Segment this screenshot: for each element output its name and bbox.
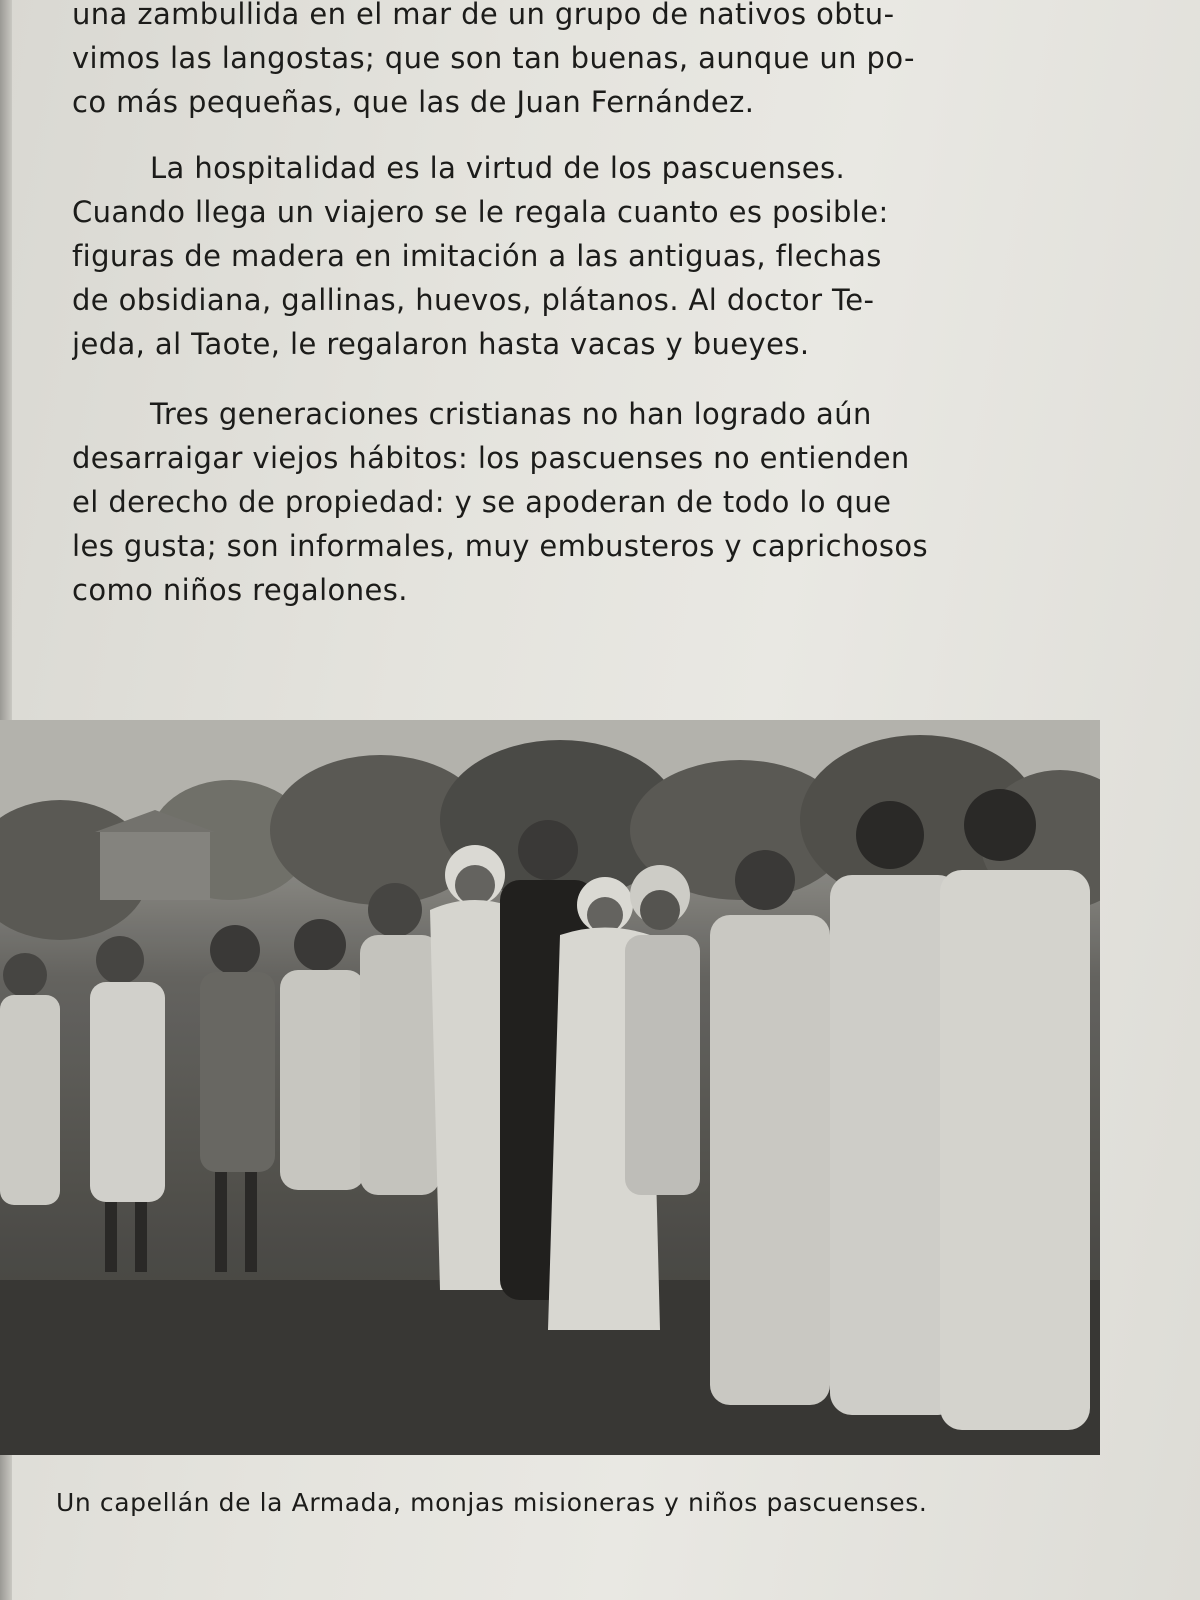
text-line: La hospitalidad es la virtud de los pascuenses. — [150, 151, 846, 185]
text-line: co más pequeñas, que las de Juan Fernández. — [72, 85, 755, 119]
text-line: les gusta; son informales, muy embusteros y caprichosos — [72, 529, 929, 563]
text-line: el derecho de propiedad: y se apoderan de todo lo que — [72, 485, 892, 519]
group-photograph — [0, 720, 1100, 1455]
paragraph-3 — [72, 392, 982, 612]
paragraph-2 — [72, 146, 982, 366]
text-line: jeda, al Taote, le regalaron hasta vacas y bueyes. — [72, 327, 810, 361]
photo-caption: Un capellán de la Armada, monjas misioneras y niños pascuenses. — [56, 1488, 928, 1517]
text-line: una zambullida en el mar de un grupo de nativos obtu- — [72, 0, 895, 31]
text-line: figuras de madera en imitación a las antiguas, flechas — [72, 239, 882, 273]
text-line: como niños regalones. — [72, 573, 408, 607]
text-line: desarraigar viejos hábitos: los pascuenses no entienden — [72, 441, 910, 475]
paragraph-1 — [72, 0, 982, 124]
text-line: Tres generaciones cristianas no han logrado aún — [150, 397, 872, 431]
text-line: Cuando llega un viajero se le regala cuanto es posible: — [72, 195, 889, 229]
text-line: vimos las langostas; que son tan buenas, aunque un po- — [72, 41, 915, 75]
text-line: de obsidiana, gallinas, huevos, plátanos. Al doctor Te- — [72, 283, 875, 317]
